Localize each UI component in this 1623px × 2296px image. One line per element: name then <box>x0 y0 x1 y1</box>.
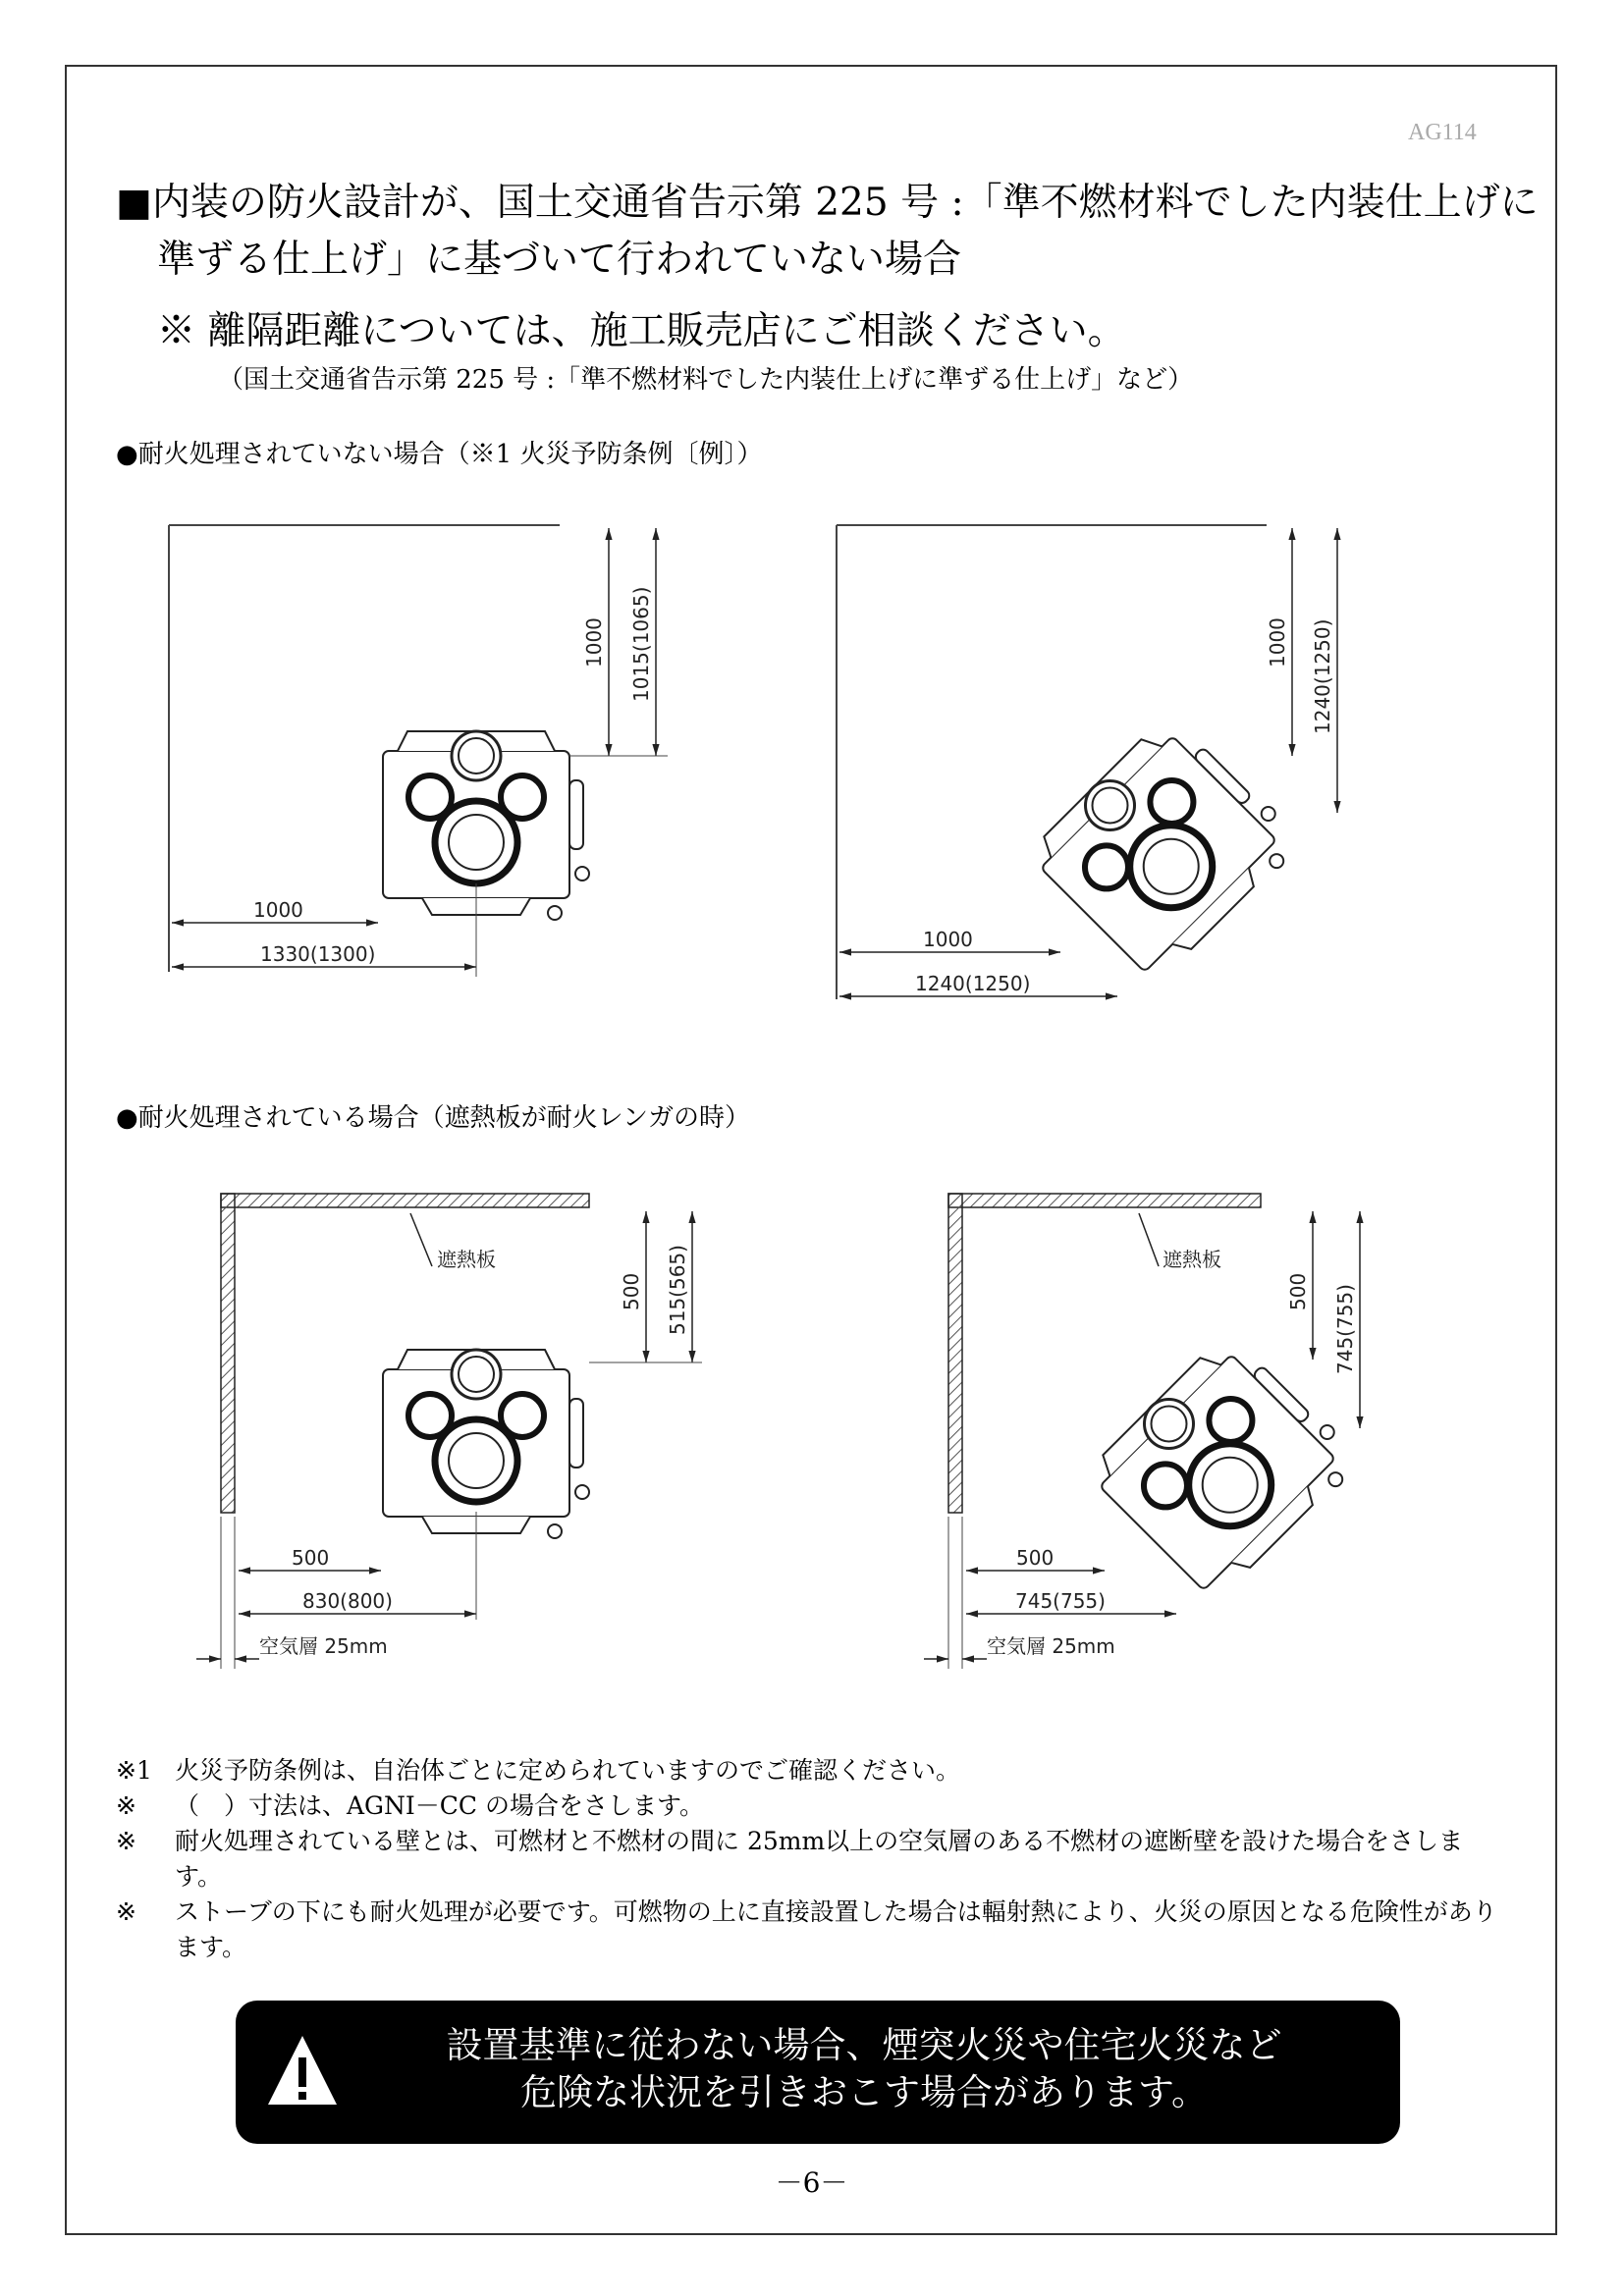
section-heading-unprotected: ●耐火処理されていない場合（※1 火災予防条例〔例〕） <box>116 440 763 469</box>
heat-shield <box>948 1194 962 1513</box>
footnote-mark: ※ <box>116 1827 136 1855</box>
footnote-text: 火災予防条例は、自治体ごとに定められていますのでご確認ください。 <box>175 1756 961 1785</box>
diagram-protected-front <box>196 1194 702 1669</box>
title-line-2: 準ずる仕上げ」に基づいて行われていない場合 <box>157 238 962 282</box>
dim-label: 1000 <box>923 928 973 951</box>
dim-label: 1330(1300) <box>260 942 376 966</box>
air-gap-label: 空気層 25mm <box>987 1634 1115 1658</box>
footnote-mark: ※ <box>116 1791 136 1820</box>
footnote-text: 耐火処理されている壁とは、可燃材と不燃材の間に 25mm以上の空気層のある不燃材の遮断壁を設けた場合をさします。 <box>175 1827 1464 1891</box>
dim-label: 1000 <box>582 617 606 667</box>
title-line-1: ■内装の防火設計が、国土交通省告示第 225 号 :「準不燃材料でした内装仕上げに <box>116 181 1539 225</box>
consult-subnote: （国土交通省告示第 225 号 :「準不燃材料でした内装仕上げに準ずる仕上げ」など） <box>218 365 1194 395</box>
dim-label: 1000 <box>253 898 303 922</box>
warning-line-2: 危険な状況を引きおこす場合があります。 <box>519 2071 1209 2113</box>
diagram-unprotected-corner <box>837 525 1337 999</box>
diagram-unprotected-front <box>169 525 668 977</box>
stove-icon <box>1086 1327 1365 1606</box>
footnote-text: ストーブの下にも耐火処理が必要です。可燃物の上に直接設置した場合は輻射熱により、火災の原因となる危険性があります。 <box>175 1897 1497 1961</box>
shield-label: 遮熱板 <box>437 1248 496 1271</box>
diagram-protected-corner <box>924 1194 1365 1669</box>
dim-label: 515(565) <box>666 1245 689 1335</box>
footnote-item <box>116 1789 1510 1824</box>
dim-label: 500 <box>292 1546 330 1570</box>
warning-line-1: 設置基準に従わない場合、煙突火災や住宅火災など <box>446 2024 1282 2066</box>
footnotes <box>116 1753 1510 1965</box>
heat-shield <box>221 1194 235 1513</box>
warning-icon <box>265 2032 340 2110</box>
air-gap-label: 空気層 25mm <box>259 1634 388 1658</box>
footnote-mark: ※1 <box>116 1756 152 1785</box>
footnote-item <box>116 1753 1510 1789</box>
dim-label: 500 <box>1286 1272 1310 1310</box>
footnote-item <box>116 1824 1510 1895</box>
dim-label: 745(755) <box>1333 1284 1357 1374</box>
consult-notice: ※ 離隔距離については、施工販売店にご相談ください。 <box>157 309 1126 353</box>
heat-shield <box>948 1194 1261 1207</box>
section-heading-protected: ●耐火処理されている場合（遮熱板が耐火レンガの時） <box>116 1103 751 1133</box>
page-number: －6－ <box>775 2166 848 2199</box>
dim-label: 500 <box>620 1272 643 1310</box>
warning-box <box>236 2001 1400 2144</box>
document-id: AG114 <box>1408 120 1477 145</box>
dim-label: 500 <box>1016 1546 1055 1570</box>
dim-label: 1240(1250) <box>1311 618 1334 734</box>
stove-icon <box>383 731 589 920</box>
heat-shield <box>221 1194 589 1207</box>
dim-label: 830(800) <box>302 1589 393 1613</box>
dim-label: 1000 <box>1266 617 1289 667</box>
footnote-text: （ ）寸法は、AGNI－CC の場合をさします。 <box>175 1791 704 1820</box>
footnote-item <box>116 1895 1510 1965</box>
stove-icon <box>1027 709 1306 988</box>
dim-label: 745(755) <box>1015 1589 1106 1613</box>
footnote-mark: ※ <box>116 1897 136 1926</box>
dim-label: 1015(1065) <box>629 586 653 702</box>
dim-label: 1240(1250) <box>915 972 1031 995</box>
shield-label: 遮熱板 <box>1163 1248 1221 1271</box>
warning-text <box>353 2022 1375 2116</box>
stove-icon <box>383 1350 589 1538</box>
